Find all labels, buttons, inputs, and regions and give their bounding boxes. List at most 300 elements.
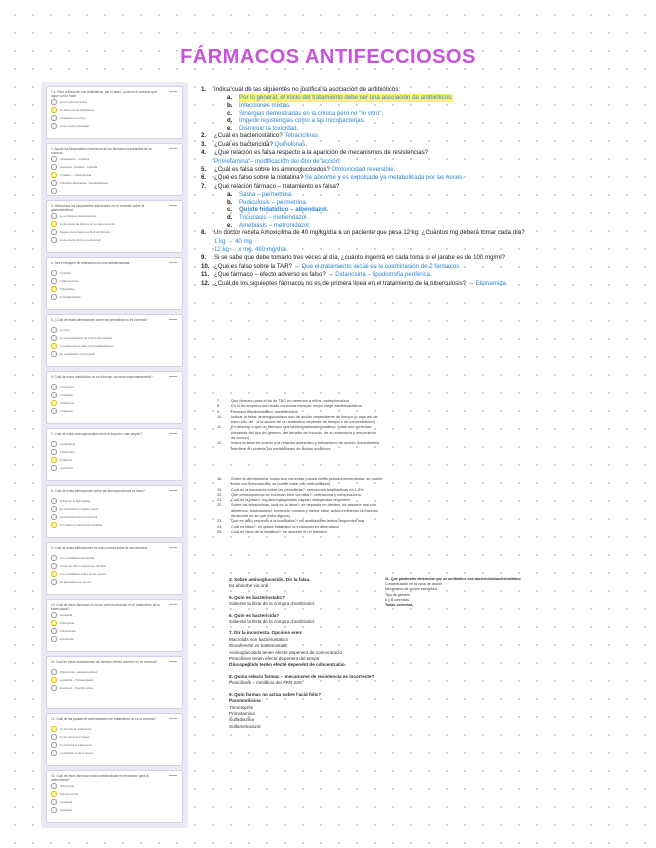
- radio-icon[interactable]: [51, 579, 57, 585]
- quiz-option[interactable]: [51, 350, 178, 358]
- block-heading: 9. Quin farmac no actua sobre l'acid folic?: [229, 691, 322, 697]
- quiz-option[interactable]: [51, 106, 178, 114]
- quiz-option[interactable]: [51, 399, 178, 407]
- option-label: Isoniazida: [59, 800, 73, 804]
- quiz-option[interactable]: [51, 513, 178, 521]
- option-label: Pirazinamida: [59, 629, 76, 633]
- radio-icon[interactable]: [51, 571, 57, 577]
- quiz-option[interactable]: [51, 505, 178, 513]
- note-text: Cuál es falsa?: en quiste hidatídico la indicación es albendazol.: [231, 523, 341, 529]
- note-number: 21.: [217, 497, 223, 503]
- question-item: [201, 280, 631, 288]
- question-number: 12.: [201, 279, 210, 287]
- quiz-option[interactable]: [51, 212, 178, 220]
- quiz-option[interactable]: [51, 798, 178, 806]
- radio-icon[interactable]: [51, 726, 57, 732]
- question-item: [201, 132, 631, 140]
- answer-option: [227, 117, 631, 125]
- question-text: ¿Cuál es bacteriostático? Tetraciclinas.: [214, 132, 320, 140]
- option-text: Tricuriasis – mebendazol.: [239, 214, 309, 221]
- radio-icon[interactable]: [51, 327, 57, 333]
- note-text: Cuál es la incorrecta sobre las penicilinas?: reacciones anafilácticas en 1-5%: [231, 486, 364, 492]
- option-letter: e.: [227, 124, 233, 132]
- quiz-option[interactable]: [51, 497, 178, 505]
- card-menu-icon[interactable]: [169, 547, 177, 548]
- option-label: Es de efecto de clínicos en su capa de la vía: [59, 222, 115, 226]
- option-label: Amikacina: [59, 458, 73, 462]
- card-menu-icon[interactable]: [169, 775, 177, 776]
- quiz-question: 12. Cuál de las pautas de administración de tratamiento no es la correcta?: [51, 717, 157, 721]
- quiz-option[interactable]: [51, 521, 178, 529]
- small-list-1: [217, 398, 457, 451]
- option-text: Amebiasis – metronidazol.: [239, 221, 311, 229]
- quiz-card: [46, 428, 183, 481]
- option-text: Por lo general, el inicio del tratamiento debe ser una asociación de antibióticos.: [239, 94, 453, 102]
- note-number: 22.: [217, 502, 223, 508]
- radio-icon[interactable]: [51, 734, 57, 740]
- question-item: [201, 254, 631, 262]
- quiz-option[interactable]: [51, 627, 178, 635]
- radio-icon[interactable]: [51, 156, 57, 162]
- radio-icon[interactable]: [51, 457, 57, 463]
- radio-icon[interactable]: [51, 628, 57, 634]
- option-label: Se continúa el tratamiento: [59, 743, 92, 747]
- quiz-question: 1.4. Para a dirección con antibióticos, por lo tanto, ¿cuál es el correcto que sigue con la frase:: [51, 90, 157, 98]
- note-text: Qué es falso respecto a la isoniazida?: los acetiladores lentos responden mal: [231, 518, 365, 524]
- answer-option: [227, 94, 631, 102]
- answer-text: Que el tratamiento inicial es la combinación de 2 fármacos.: [301, 262, 462, 270]
- quiz-question: 11. Cuál de estos asociaciones del fármaco-efecto adverso no es correcta?: [51, 660, 158, 664]
- card-menu-icon[interactable]: [169, 205, 177, 206]
- question-block: [229, 595, 389, 608]
- answer-option: [227, 206, 631, 214]
- quiz-card: [46, 599, 183, 652]
- block-line: Penicilines – metilacio del ARN 23S: [229, 680, 302, 686]
- question-number: 1.: [201, 86, 207, 93]
- block-heading: 8. Quina relacio farmac – mecanisme de resistencia es incorrecte?: [229, 673, 375, 679]
- radio-icon[interactable]: [51, 677, 57, 683]
- note-number: 23.: [217, 518, 223, 524]
- option-label: Cefalexina: [59, 409, 73, 413]
- radio-icon[interactable]: [51, 669, 57, 675]
- quiz-option[interactable]: [51, 171, 178, 179]
- side-question: [385, 577, 545, 608]
- radio-icon[interactable]: [51, 807, 57, 813]
- radio-icon[interactable]: [51, 791, 57, 797]
- option-label: Se concentran en tejidos óseos: [59, 507, 99, 511]
- option-label: En el inicio de tratamiento: [59, 727, 92, 731]
- question-item: [201, 174, 631, 182]
- radio-icon[interactable]: [51, 441, 57, 447]
- quiz-card: [46, 257, 183, 310]
- option-label: Diazepam, opioides – Antiinfla: [59, 165, 97, 169]
- block-line: Trimetoprim: [229, 704, 254, 710]
- card-menu-icon[interactable]: [169, 91, 177, 92]
- quiz-option[interactable]: [51, 407, 178, 415]
- quiz-option[interactable]: [51, 790, 178, 798]
- option-label: Es el modo preventivo: [59, 100, 88, 104]
- note-number: 11.: [217, 424, 223, 430]
- quiz-option[interactable]: [51, 668, 178, 676]
- radio-icon[interactable]: [51, 400, 57, 406]
- option-label: En los terceros 3 meses: [59, 735, 90, 739]
- block-line: Saberse la llista de la compra d'antibiotics: [229, 619, 315, 625]
- note-text: de acción): [231, 435, 249, 441]
- answer-text: Primetamina – modificación del sitio de acción.: [214, 157, 341, 165]
- quiz-card: [46, 485, 183, 538]
- note-text: Fármaco bacteriostático: claritromicina: [231, 408, 298, 414]
- quiz-option[interactable]: [51, 187, 178, 195]
- radio-icon[interactable]: [51, 180, 57, 186]
- note-number: 10.: [217, 413, 223, 419]
- radio-icon[interactable]: [51, 465, 57, 471]
- radio-icon[interactable]: [51, 335, 57, 341]
- answer-option: [227, 214, 631, 222]
- question-item: [201, 166, 631, 174]
- radio-icon[interactable]: [51, 563, 57, 569]
- block-line: Tipo de germen: [385, 592, 411, 597]
- option-label: Rifampicina: [59, 621, 75, 625]
- quiz-question: 9. Cuál de estas afirmaciones es una correcta sobre la vancomicina:: [51, 546, 148, 550]
- note-number: 20.: [217, 491, 223, 497]
- calculation-line: 1 kg → 40 mg: [214, 237, 252, 245]
- question-block: [229, 577, 389, 590]
- quiz-option[interactable]: [51, 741, 178, 749]
- note-number: 9.: [217, 408, 221, 414]
- radio-icon[interactable]: [51, 213, 57, 219]
- note-line: [217, 446, 457, 451]
- option-letter: a.: [227, 94, 233, 102]
- card-menu-icon[interactable]: [169, 262, 177, 263]
- card-menu-icon[interactable]: [169, 490, 177, 491]
- note-text: este rollo, de : si la acción de un antibiótico depende de tiempo o de concentración): [231, 419, 375, 425]
- quiz-option[interactable]: [51, 554, 178, 562]
- radio-icon[interactable]: [51, 555, 57, 561]
- quiz-option[interactable]: [51, 725, 178, 733]
- radio-icon[interactable]: [51, 783, 57, 789]
- radio-icon[interactable]: [51, 123, 57, 129]
- block-answer: Paromomicina: [229, 698, 261, 704]
- radio-icon[interactable]: [51, 343, 57, 349]
- quiz-question: 2. Ayuda los bloqueantes nicotinicos de los fármacos importantes de su correcto:: [51, 147, 152, 155]
- option-label: Gentamicina: [59, 442, 76, 446]
- quiz-option[interactable]: [51, 611, 178, 619]
- question-text: ¿Qué relación fármaco – tratamiento es falsa?: [214, 182, 340, 190]
- quiz-option[interactable]: [51, 228, 178, 236]
- quiz-card: [46, 86, 183, 139]
- radio-icon[interactable]: [51, 620, 57, 626]
- option-label: Actúan en la ADN girasa: [59, 499, 90, 503]
- radio-icon[interactable]: [51, 172, 57, 178]
- option-text: Impedir resistencias como a las micobacterias.: [239, 117, 366, 125]
- quiz-option[interactable]: [51, 236, 178, 244]
- quiz-option[interactable]: [51, 285, 178, 293]
- card-menu-icon[interactable]: [169, 148, 177, 149]
- radio-icon[interactable]: [51, 685, 57, 691]
- block-line: A y B correctas: [385, 597, 410, 602]
- quiz-card: [46, 314, 183, 367]
- option-letter: c.: [227, 206, 233, 214]
- option-label: Cefuroxima: [59, 385, 74, 389]
- question-number: 5.: [201, 166, 207, 173]
- note-text: Sobre la clindamicina: todas son correctas (causa colitis pseudomembranosa, se puede: [231, 476, 383, 481]
- radio-icon[interactable]: [51, 449, 57, 455]
- radio-icon[interactable]: [51, 392, 57, 398]
- calculation-line: 12 kg → x mg. 480 mg/día.: [214, 246, 288, 253]
- quiz-option[interactable]: [51, 122, 178, 130]
- option-label: Es un bloqueo cardiovascular: [59, 214, 97, 218]
- quiz-option[interactable]: [51, 782, 178, 790]
- option-text: Disminuir la toxicidad.: [239, 124, 299, 132]
- radio-icon[interactable]: [51, 221, 57, 227]
- option-text: Sinergias demostradas en la clínica pero no "in vitro".: [239, 109, 384, 117]
- quiz-option[interactable]: [51, 578, 178, 586]
- radio-icon[interactable]: [51, 278, 57, 284]
- question-number: 7.: [201, 182, 207, 190]
- option-label: Etionamida: [59, 637, 74, 641]
- radio-icon[interactable]: [51, 408, 57, 414]
- question-list: [201, 86, 631, 288]
- question-number: 10.: [201, 262, 210, 270]
- question-item: [201, 271, 631, 279]
- option-letter: d.: [227, 117, 233, 125]
- option-text: Infecciones mixtas.: [239, 102, 291, 109]
- note-number: 24.: [217, 523, 223, 529]
- question-number: 11.: [201, 271, 210, 279]
- quiz-option[interactable]: [51, 440, 178, 448]
- answer-text: Tetraciclinas.: [284, 132, 320, 140]
- option-text: Sarna – permetrina.: [239, 191, 293, 199]
- quiz-option[interactable]: [51, 163, 178, 171]
- question-block: [229, 613, 389, 626]
- radio-icon[interactable]: [51, 107, 57, 113]
- quiz-card: [46, 542, 183, 595]
- option-label: La resistencia se debe a los betalactámicos: [59, 344, 114, 348]
- note-number: 19.: [217, 486, 223, 492]
- quiz-card: [46, 770, 183, 823]
- note-number: 7.: [217, 398, 221, 403]
- quiz-option[interactable]: [51, 269, 178, 277]
- quiz-option[interactable]: [51, 334, 178, 342]
- quiz-option[interactable]: [51, 635, 178, 643]
- radio-icon[interactable]: [51, 351, 57, 357]
- small-list-2: [217, 476, 457, 534]
- option-letter: e.: [227, 221, 233, 229]
- option-label: Es un antibiótico activo frente a Gram –: [59, 572, 109, 576]
- question-text: ¿Cuál es bactericida? Quinolonas.: [214, 140, 308, 148]
- option-label: Se administra por vía oral: [59, 580, 92, 584]
- block-line: Penicilines tenen efecte depenent del temps: [229, 656, 320, 662]
- question-item: [201, 86, 631, 94]
- note-number: 8.: [217, 403, 221, 409]
- quiz-card: [46, 656, 183, 709]
- quiz-question: 10. Cuál de estos fármacos no es de primera elección en el tratamiento de la tuberculosis?: [51, 603, 160, 611]
- question-item: [201, 141, 631, 149]
- option-text: Quiste hidatídico – albendazol.: [239, 206, 329, 214]
- quiz-card: [46, 713, 183, 766]
- radio-icon[interactable]: [51, 115, 57, 121]
- quiz-option[interactable]: [51, 155, 178, 163]
- radio-icon[interactable]: [51, 799, 57, 805]
- radio-icon[interactable]: [51, 294, 57, 300]
- option-label: Se metabolizan en el hígado: [59, 352, 95, 356]
- question-block: [229, 674, 389, 687]
- quiz-question: 6. Cuál de estos antibioticos no se eliminan vía renal mayoritariamente?: [51, 375, 153, 379]
- card-menu-icon[interactable]: [169, 319, 177, 320]
- page-title: FÁRMACOS ANTIFECCIOSOS: [180, 46, 476, 68]
- block-line: Sulfadiazina: [229, 717, 255, 723]
- option-label: Cefazolina: [59, 393, 73, 397]
- option-label: Efectos adversos en tendones: [59, 515, 98, 519]
- note-number: 25.: [217, 528, 223, 534]
- quiz-question: 3. Selecciona los bloqueantes adicionales en un contexto sobre la gastrointestinal:: [51, 204, 145, 212]
- option-label: Son útiles en infecciones urinarias: [59, 523, 102, 527]
- block-heading: 7. Dir la incorrecta. Opcions eren:: [229, 630, 303, 636]
- radio-icon[interactable]: [51, 742, 57, 748]
- radio-icon[interactable]: [51, 498, 57, 504]
- option-label: Protegidos en el flujo: [59, 116, 86, 120]
- question-number: 3.: [201, 140, 207, 148]
- quiz-option[interactable]: [51, 562, 178, 570]
- option-label: Se deben tomar antibióticos: [59, 108, 95, 112]
- radio-icon[interactable]: [51, 612, 57, 618]
- radio-icon[interactable]: [51, 506, 57, 512]
- quiz-question: 8. Cuál de estas afirmaciones sobre las fluoroquinolonas es falsa?: [51, 489, 145, 493]
- option-label: Puede ser útil en infecciones del SNC: [59, 564, 107, 568]
- answer-options: [227, 191, 631, 229]
- note-number: 12.: [217, 440, 223, 446]
- card-menu-icon[interactable]: [169, 718, 177, 719]
- option-label: Prosalam – Triazepamida: [59, 173, 92, 177]
- option-label: Es de modo prolongado: [59, 124, 90, 128]
- block-line: Clorafenicol es bacteriostatic: [229, 643, 288, 649]
- card-menu-icon[interactable]: [169, 376, 177, 377]
- quiz-option[interactable]: [51, 220, 178, 228]
- note-text: Qué fármaco para el tto de TBC no deremos a niños: estreptomicina: [231, 398, 349, 403]
- quiz-option[interactable]: [51, 326, 178, 334]
- block-line: Mecanismo de acción estructura: [385, 587, 437, 592]
- quiz-question: 13. Cuál de estos fármacos está contraindicado en embarazo para la tuberculosis?: [51, 774, 149, 782]
- radio-icon[interactable]: [51, 164, 57, 170]
- quiz-option[interactable]: [51, 114, 178, 122]
- option-label: Paracetamol – Codeína: [59, 157, 89, 161]
- block-heading: 3. Sobre aminoglucosids. Dir la falsa.: [229, 577, 311, 582]
- radio-icon[interactable]: [51, 270, 57, 276]
- option-label: Aminoglucósidos: [59, 295, 81, 299]
- card-menu-icon[interactable]: [169, 433, 177, 434]
- block-line: Primetamina: [229, 710, 255, 716]
- quiz-option[interactable]: [51, 98, 178, 106]
- note-text: En relación a que un fármaco sea bactericida/bacteriostático: todas son correctas: [231, 424, 372, 430]
- quiz-option[interactable]: [51, 806, 178, 814]
- option-letter: d.: [227, 214, 233, 221]
- question-item: [201, 149, 631, 166]
- answer-text: Etionamida.: [475, 279, 508, 287]
- quiz-option[interactable]: [51, 179, 178, 187]
- question-block: [229, 630, 389, 668]
- radio-icon[interactable]: [51, 188, 57, 194]
- note-text: ribosomal no se qué (falta alguna): [231, 513, 290, 519]
- radio-icon[interactable]: [51, 636, 57, 642]
- option-label: Activación bloqueante, Vasodilatadores: [59, 181, 109, 185]
- question-text: Un doctor receta Amoxicilina de 40 mg/kg/día a un paciente que pesa 12 kg. ¿Cuántos mg deberá tomar cada día? 1 kg → 40 mg 12 kg → x mg. 480 mg/día.: [214, 229, 525, 253]
- radio-icon[interactable]: [51, 384, 57, 390]
- radio-icon[interactable]: [51, 286, 57, 292]
- answer-text: Ototoxicidad reversible.: [331, 166, 396, 173]
- quiz-option[interactable]: [51, 749, 178, 757]
- option-label: Isoniazida: [59, 613, 73, 617]
- question-text: ¿Qué relación es falsa respecto a la aparición de mecanismos de resistencias? Primetamina – modificación del sitio de acción.: [214, 149, 429, 165]
- option-label: Estreptomicina: [59, 792, 78, 796]
- answer-text: Didanosina – lipodistrofia periférica.: [335, 271, 432, 279]
- note-text: Qué cefalosporinas se excretan bien vía biliar?: ceftriaxona y cefoperazona: [231, 491, 361, 497]
- block-line: Sulfametoxazol: [229, 723, 261, 729]
- note-text: Cuál es la falsa?: los aminoglucósidos causan ototoxicidad reversible: [231, 497, 351, 503]
- quiz-card: [46, 371, 183, 424]
- quiz-option[interactable]: [51, 570, 178, 578]
- block-heading: 6. Quin es bactericida?: [229, 612, 280, 618]
- quiz-option[interactable]: [51, 448, 178, 456]
- radio-icon[interactable]: [51, 514, 57, 520]
- option-label: La duración es de 6 meses: [59, 751, 94, 755]
- radio-icon[interactable]: [51, 237, 57, 243]
- quiz-option[interactable]: [51, 733, 178, 741]
- question-text: Indica cuál de las siguientes no justifica la asociación de antibióticos:: [214, 86, 400, 93]
- quiz-option[interactable]: [51, 383, 178, 391]
- quiz-option[interactable]: [51, 684, 178, 692]
- quiz-option[interactable]: [51, 277, 178, 285]
- note-text: Indicar la falsa: aminoglucósidos son de acción dependiente de tiempo (o algo así de: [231, 413, 378, 419]
- card-menu-icon[interactable]: [169, 604, 177, 605]
- option-label: Etambutol – Neuritis óptica: [59, 686, 93, 690]
- question-text: ¿Cuál es falsa sobre los aminoglucósidos? Ototoxicidad reversible.: [214, 166, 396, 173]
- option-label: Rifampicina: [59, 784, 75, 788]
- note-text: Indica la falsa en cuanto a la relación antibiótico y mecanismo de acción: linezolamina: [231, 440, 380, 446]
- option-label: Es cierto: [59, 328, 71, 332]
- question-item: [201, 183, 631, 191]
- block-line: Macrolids son bacteriostatics: [229, 636, 288, 642]
- answer-text: Quinolonas.: [274, 140, 308, 148]
- quiz-option[interactable]: [51, 293, 178, 301]
- radio-icon[interactable]: [51, 229, 57, 235]
- quiz-option[interactable]: [51, 619, 178, 627]
- option-label: Bloqueo de la barrera al final del fármaco: [59, 230, 111, 234]
- option-text: Pediculosis – permetrina.: [239, 198, 308, 206]
- quiz-option[interactable]: [51, 676, 178, 684]
- option-label: Rifampicina – Hepatotoxicidad: [59, 670, 98, 674]
- question-text: Si se sabe que debe tomarlo tres veces al día, ¿cuánto ingerirá en cada toma si el jarabe es de 100 mg/ml?: [214, 254, 505, 262]
- quiz-option[interactable]: [51, 464, 178, 472]
- radio-icon[interactable]: [51, 750, 57, 756]
- card-menu-icon[interactable]: [169, 661, 177, 662]
- answer-option: [227, 102, 631, 110]
- question-item: [201, 229, 631, 254]
- option-label: Neomicina: [59, 466, 73, 470]
- radio-icon[interactable]: [51, 522, 57, 528]
- radio-icon[interactable]: [51, 99, 57, 105]
- note-number: [217, 446, 231, 451]
- quiz-option[interactable]: [51, 342, 178, 350]
- option-label: Ceftriaxona: [59, 401, 74, 405]
- note-text: interfiere en síntesis y/o metabolismo de ácidos nucleicos.: [231, 445, 332, 451]
- option-letter: a.: [227, 191, 233, 199]
- question-number: 6.: [201, 174, 207, 182]
- quiz-option[interactable]: [51, 391, 178, 399]
- quiz-card: [46, 200, 183, 253]
- option-letter: b.: [227, 198, 233, 206]
- quiz-option[interactable]: [51, 456, 178, 464]
- block-line: Saberse la llista de la compra d'antibiotics: [229, 601, 315, 607]
